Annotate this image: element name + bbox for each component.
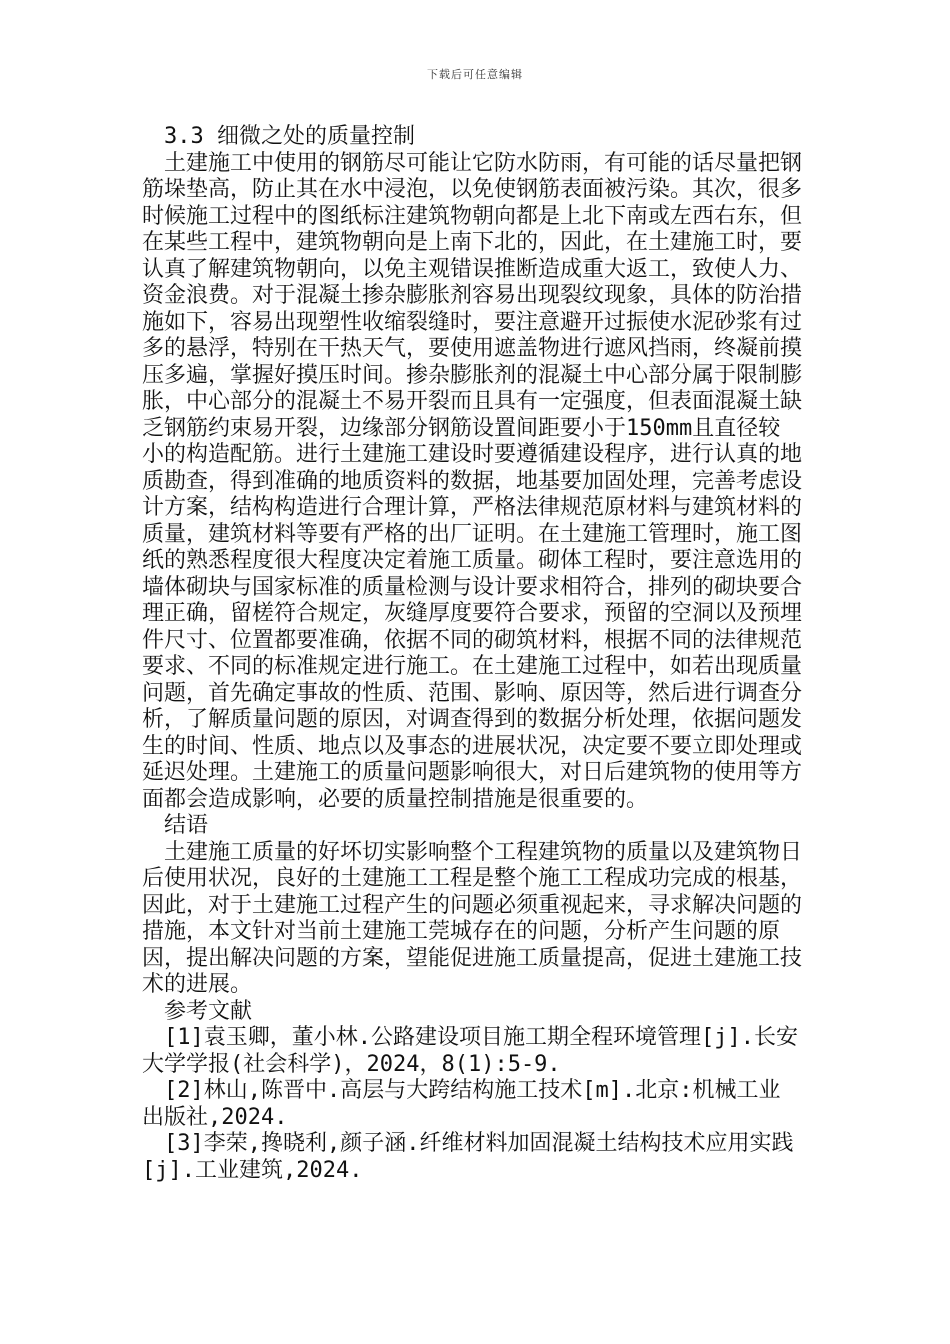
conclusion-paragraph: 土建施工质量的好坏切实影响整个工程建筑物的质量以及建筑物日后使用状况，良好的土建施工工程是整个施工工程成功完成的根基，因此，对于土建施工过程产生的问题必须重视起来，寻求解决问题的措施，本文针对当前土建施工莞城存在的问题，分析产生问题的原因，提出解决问题的方案，望能促进施工质量提高，促进土建施工技术的进展。 xyxy=(142,839,803,997)
main-paragraph: 土建施工中使用的钢筋尽可能让它防水防雨，有可能的话尽量把钢筋垛垫高，防止其在水中浸泡，以免使钢筋表面被污染。其次，很多时候施工过程中的图纸标注建筑物朝向都是上北下南或左西右东，但在某些工程中，建筑物朝向是上南下北的，因此，在土建施工时，要认真了解建筑物朝向，以免主观错误推断造成重大返工，致使人力、资金浪费。对于混凝土掺杂膨胀剂容易出现裂纹现象，具体的防治措施如下，容易出现塑性收缩裂缝时，要注意避开过振使水泥砂浆有过多的悬浮，特别在干热天气，要使用遮盖物进行遮风挡雨，终凝前摸压多遍，掌握好摸压时间。掺杂膨胀剂的混凝土中心部分属于限制膨胀，中心部分的混凝土不易开裂而且具有一定强度，但表面混凝土缺乏钢筋约束易开裂，边缘部分钢筋设置间距要小于150mm且直径较小的构造配筋。进行土建施工建设时要遵循建设程序，进行认真的地质勘查，得到准确的地质资料的数据，地基要加固处理，完善考虑设计方案，结构构造进行合理计算，严格法律规范原材料与建筑材料的质量，建筑材料等要有严格的出厂证明。在土建施工管理时，施工图纸的熟悉程度很大程度决定着施工质量。砌体工程时，要注意选用的墙体砌块与国家标准的质量检测与设计要求相符合，排列的砌块要合理正确，留槎符合规定，灰缝厚度要符合要求，预留的空洞以及预埋件尺寸、位置都要准确，依据不同的砌筑材料，根据不同的法律规范要求、不同的标准规定进行施工。在土建施工过程中，如若出现质量问题，首先确定事故的性质、范围、影响、原因等，然后进行调查分析，了解质量问题的原因，对调查得到的数据分析处理，依据问题发生的时间、性质、地点以及事态的进展状况，决定要不要立即处理或延迟处理。土建施工的质量问题影响很大，对日后建筑物的使用等方面都会造成影响，必要的质量控制措施是很重要的。 xyxy=(142,150,803,812)
reference-item-3: [3]李荣,搀晓利,颜子涵.纤维材料加固混凝土结构技术应用实践[j].工业建筑,2024. xyxy=(142,1131,794,1183)
page-header: 下载后可任意编辑 xyxy=(427,68,523,81)
reference-item-1: [1]袁玉卿，董小林.公路建设项目施工期全程环境管理[j].长安大学学报(社会科学)，2024，8(1):5-9. xyxy=(142,1025,798,1077)
conclusion-heading: 结语 xyxy=(164,813,209,838)
references-heading: 参考文献 xyxy=(164,998,253,1024)
section-heading: 3.3 细微之处的质量控制 xyxy=(164,124,415,149)
document-body xyxy=(142,124,802,1184)
reference-item-2: [2]林山,陈晋中.高层与大跨结构施工技术[m].北京:机械工业出版社,2024. xyxy=(142,1078,781,1130)
